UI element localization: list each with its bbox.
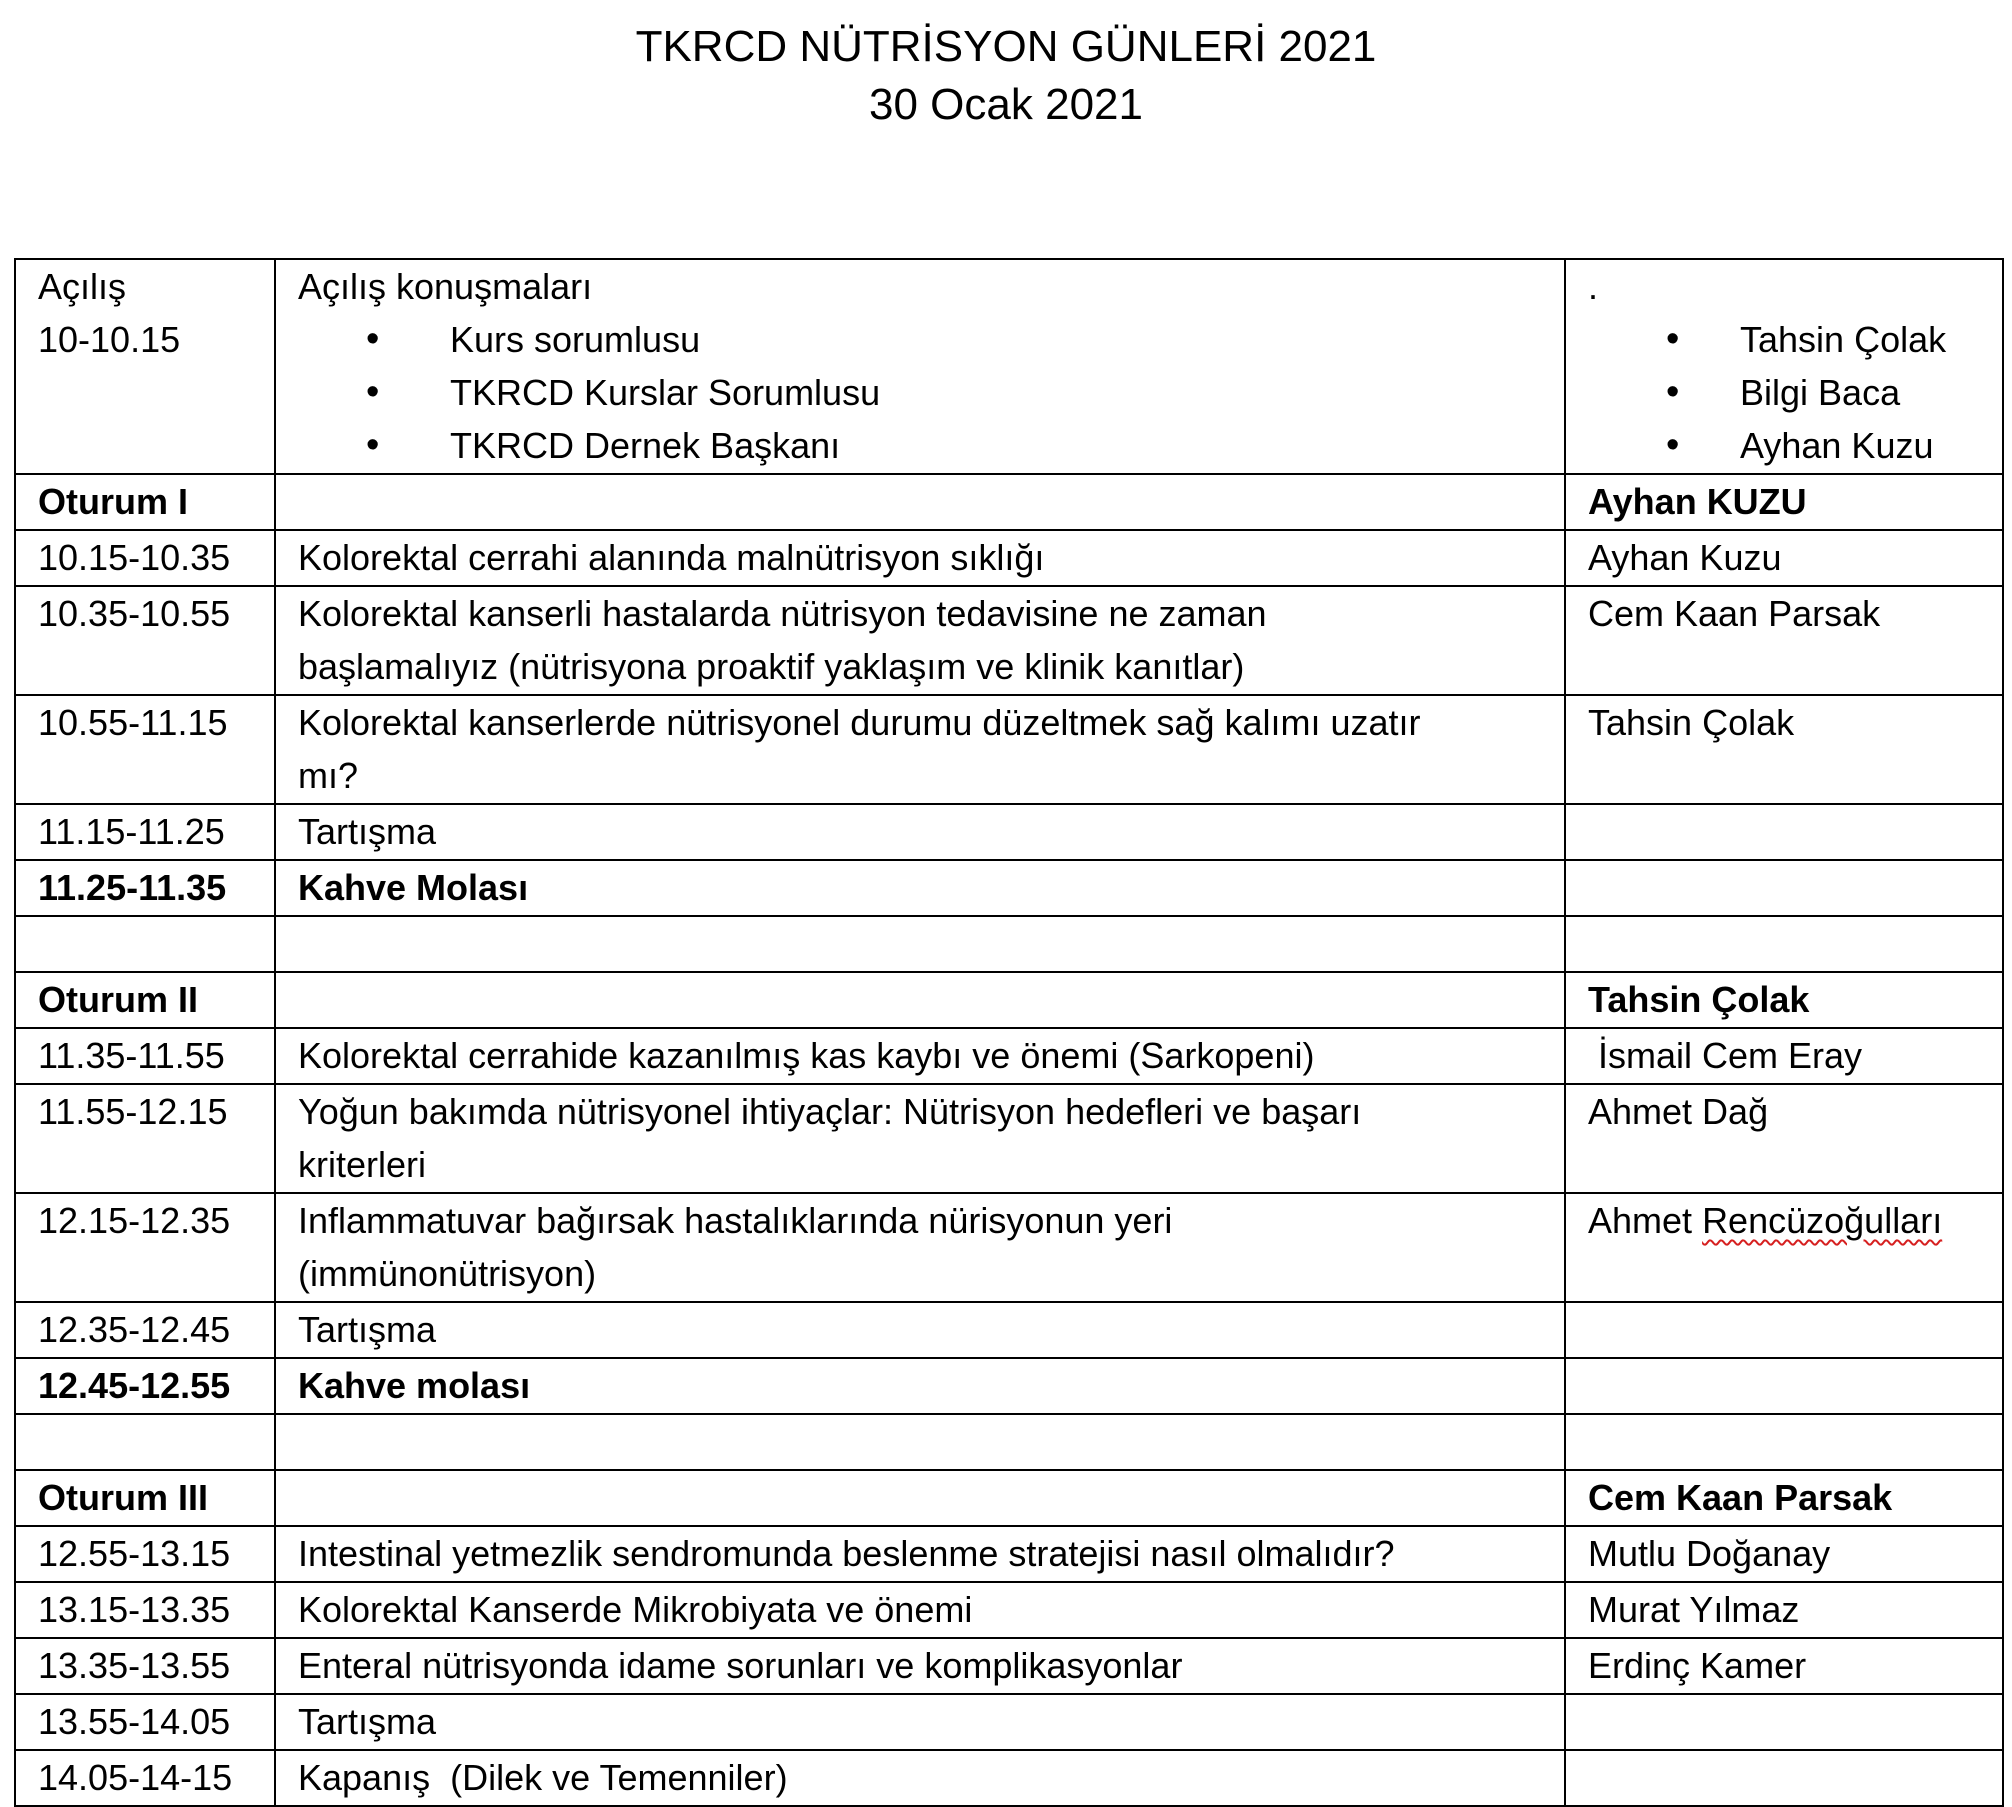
topic-line: Kolorektal kanserlerde nütrisyonel durumu düzeltmek sağ kalımı uzatır: [298, 702, 1421, 743]
topic-line: mı?: [298, 755, 359, 796]
session-chair: Tahsin Çolak: [1565, 972, 2003, 1028]
topic-cell: [275, 259, 1565, 474]
session-header-row: [15, 972, 2003, 1028]
topic-cell: Kapanış (Dilek ve Temenniler): [275, 1750, 1565, 1806]
topic-line: kriterleri: [298, 1144, 427, 1185]
time-cell: 12.45-12.55: [15, 1358, 275, 1414]
list-item: • TKRCD Kurslar Sorumlusu: [298, 366, 1564, 419]
speaker-last-name: Rencüzoğulları: [1702, 1200, 1943, 1241]
topic-cell: [275, 1193, 1565, 1302]
session-header-row: [15, 1470, 2003, 1526]
session-chair: Ayhan KUZU: [1565, 474, 2003, 530]
topic-cell: Intestinal yetmezlik sendromunda beslenme stratejisi nasıl olmalıdır?: [275, 1526, 1565, 1582]
speaker-cell: [1565, 1193, 2003, 1302]
speaker-cell: [1565, 1694, 2003, 1750]
opening-speaker-mark: .: [1588, 266, 1599, 307]
table-row: [15, 586, 2003, 695]
time-cell: 12.55-13.15: [15, 1526, 275, 1582]
document-header: [0, 18, 2012, 134]
empty-row: [15, 916, 2003, 972]
time-cell: 12.15-12.35: [15, 1193, 275, 1302]
time-cell: 11.35-11.55: [15, 1028, 275, 1084]
table-row: [15, 1694, 2003, 1750]
break-row: [15, 1358, 2003, 1414]
table-row: [15, 1084, 2003, 1193]
topic-cell: [275, 1470, 1565, 1526]
speaker-cell: [1565, 860, 2003, 916]
topic-cell: [275, 1414, 1565, 1470]
topic-cell: Tartışma: [275, 804, 1565, 860]
speaker-first-name: Ahmet: [1588, 1200, 1693, 1241]
topic-cell: Kolorektal cerrahi alanında malnütrisyon sıklığı: [275, 530, 1565, 586]
time-cell: 10.35-10.55: [15, 586, 275, 695]
topic-cell: [275, 474, 1565, 530]
speaker-cell: [1565, 804, 2003, 860]
topic-line: başlamalıyız (nütrisyona proaktif yaklaşım ve klinik kanıtlar): [298, 646, 1245, 687]
time-cell: 10.15-10.35: [15, 530, 275, 586]
session-label: Oturum II: [15, 972, 275, 1028]
table-row: [15, 1526, 2003, 1582]
speaker-cell: Murat Yılmaz: [1565, 1582, 2003, 1638]
table-row: [15, 1582, 2003, 1638]
table-row: [15, 1302, 2003, 1358]
time-cell: 10.55-11.15: [15, 695, 275, 804]
table-row: [15, 530, 2003, 586]
table-row: [15, 695, 2003, 804]
topic-cell: Tartışma: [275, 1694, 1565, 1750]
time-cell: [15, 916, 275, 972]
break-row: [15, 860, 2003, 916]
list-item: • Ayhan Kuzu: [1588, 419, 2002, 472]
time-cell: 14.05-14-15: [15, 1750, 275, 1806]
opening-label: Açılış: [38, 266, 127, 307]
topic-cell: Kahve Molası: [275, 860, 1565, 916]
speaker-cell: [1565, 1358, 2003, 1414]
table-row: [15, 1193, 2003, 1302]
topic-cell: [275, 972, 1565, 1028]
table-row: [15, 804, 2003, 860]
speaker-cell: Tahsin Çolak: [1565, 695, 2003, 804]
topic-cell: [275, 1084, 1565, 1193]
session-chair: Cem Kaan Parsak: [1565, 1470, 2003, 1526]
time-cell: 13.15-13.35: [15, 1582, 275, 1638]
topic-cell: Kolorektal cerrahide kazanılmış kas kaybı ve önemi (Sarkopeni): [275, 1028, 1565, 1084]
speaker-cell: [1565, 259, 2003, 474]
topic-line: Yoğun bakımda nütrisyonel ihtiyaçlar: Nütrisyon hedefleri ve başarı: [298, 1091, 1362, 1132]
session-label: Oturum I: [15, 474, 275, 530]
time-cell: 12.35-12.45: [15, 1302, 275, 1358]
topic-cell: [275, 916, 1565, 972]
topic-line: Kolorektal kanserli hastalarda nütrisyon tedavisine ne zaman: [298, 593, 1267, 634]
time-cell: [15, 1414, 275, 1470]
topic-cell: Kahve molası: [275, 1358, 1565, 1414]
opening-roles-list: [298, 313, 1564, 472]
time-cell: 13.55-14.05: [15, 1694, 275, 1750]
opening-speakers-list: [1588, 313, 2002, 472]
list-item: • Bilgi Baca: [1588, 366, 2002, 419]
table-row: [15, 1750, 2003, 1806]
topic-cell: Kolorektal Kanserde Mikrobiyata ve önemi: [275, 1582, 1565, 1638]
list-item: • TKRCD Dernek Başkanı: [298, 419, 1564, 472]
list-item: • Tahsin Çolak: [1588, 313, 2002, 366]
time-cell: 13.35-13.55: [15, 1638, 275, 1694]
speaker-cell: Ayhan Kuzu: [1565, 530, 2003, 586]
topic-cell: Tartışma: [275, 1302, 1565, 1358]
speaker-cell: [1565, 1302, 2003, 1358]
speaker-cell: Cem Kaan Parsak: [1565, 586, 2003, 695]
time-cell: 11.15-11.25: [15, 804, 275, 860]
program-table: [14, 258, 2004, 1807]
table-row: [15, 1638, 2003, 1694]
document-date: 30 Ocak 2021: [869, 80, 1143, 129]
topic-cell: [275, 586, 1565, 695]
speaker-cell: [1565, 916, 2003, 972]
speaker-cell: Ahmet Dağ: [1565, 1084, 2003, 1193]
topic-line: Inflammatuvar bağırsak hastalıklarında nürisyonun yeri: [298, 1200, 1173, 1241]
speaker-cell: [1565, 1750, 2003, 1806]
opening-topic: Açılış konuşmaları: [298, 266, 593, 307]
topic-cell: Enteral nütrisyonda idame sorunları ve komplikasyonlar: [275, 1638, 1565, 1694]
speaker-cell: Erdinç Kamer: [1565, 1638, 2003, 1694]
session-label: Oturum III: [15, 1470, 275, 1526]
document-title: TKRCD NÜTRİSYON GÜNLERİ 2021: [635, 22, 1377, 71]
opening-time: 10-10.15: [38, 319, 181, 360]
topic-line: (immünonütrisyon): [298, 1253, 597, 1294]
topic-cell: [275, 695, 1565, 804]
time-cell: 11.55-12.15: [15, 1084, 275, 1193]
speaker-cell: Mutlu Doğanay: [1565, 1526, 2003, 1582]
table-row-opening: [15, 259, 2003, 474]
time-cell: 11.25-11.35: [15, 860, 275, 916]
session-header-row: [15, 474, 2003, 530]
speaker-cell: [1565, 1414, 2003, 1470]
list-item: • Kurs sorumlusu: [298, 313, 1564, 366]
speaker-cell: İsmail Cem Eray: [1565, 1028, 2003, 1084]
empty-row: [15, 1414, 2003, 1470]
time-cell: [15, 259, 275, 474]
table-row: [15, 1028, 2003, 1084]
